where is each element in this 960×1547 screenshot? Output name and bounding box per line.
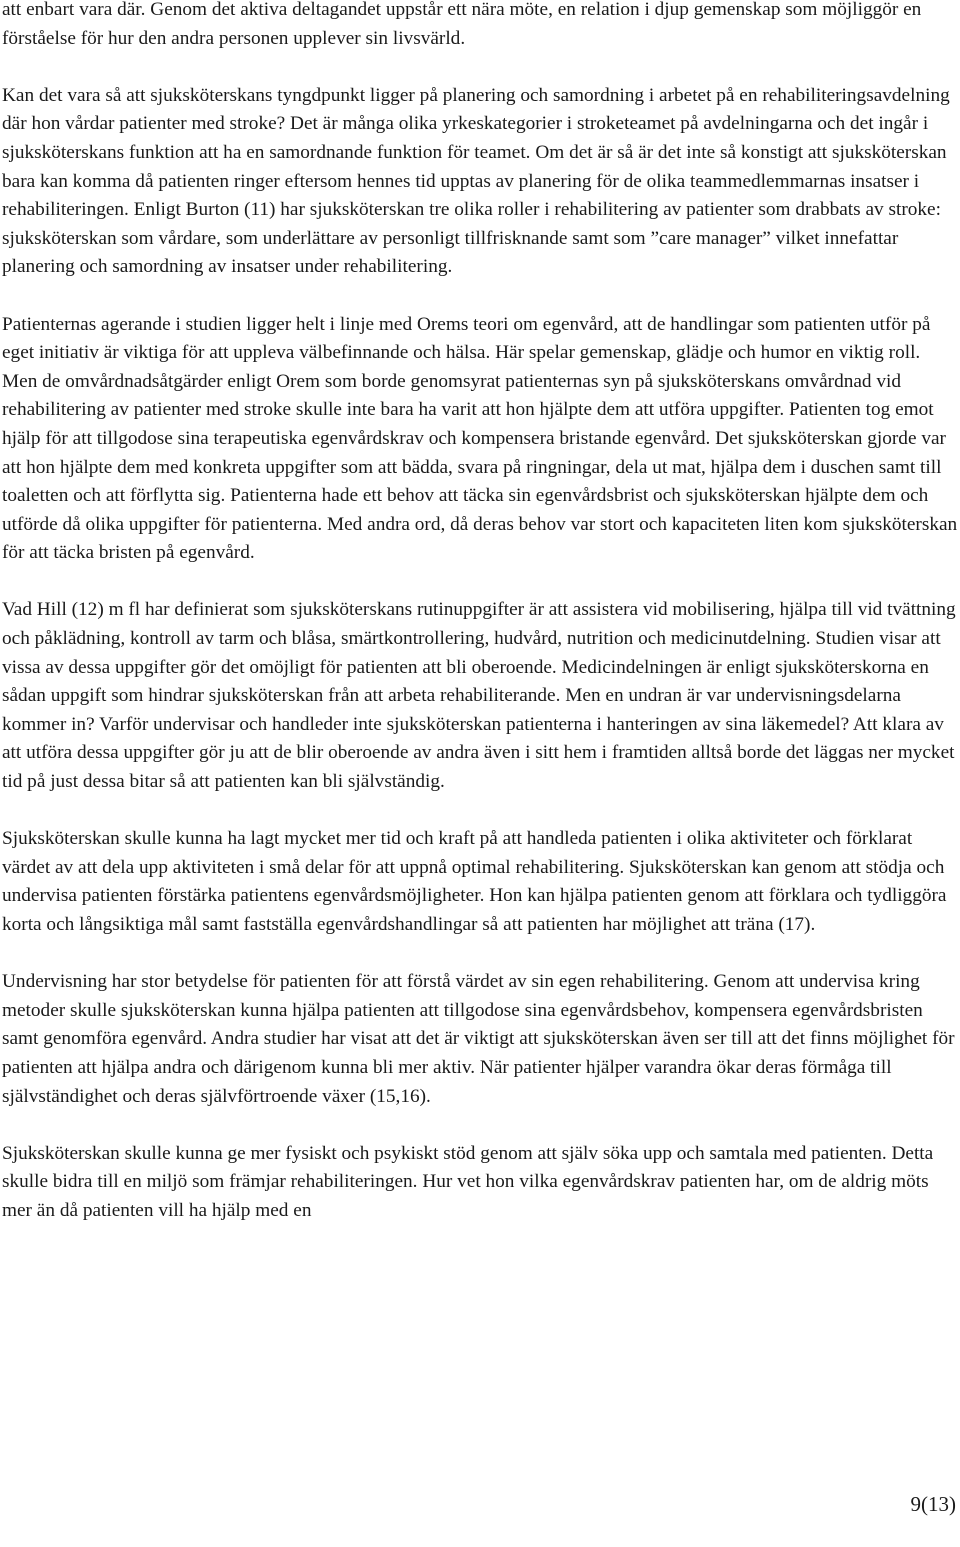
- paragraph: Vad Hill (12) m fl har definierat som sjuksköterskans rutinuppgifter är att assistera vid mobilisering, hjälpa till vid tvättning och påklädning, kontroll av tarm och blåsa, smärtkontrollering, hudvård, nutrition och medicinutdelning. Studien visar att vissa av dessa uppgifter gör det omöjligt för patienten att bli oberoende. Medicindelningen är enligt sjuksköterskorna en sådan uppgift som hindrar sjuksköterskan från att arbeta rehabiliterande. Men en undran är var undervisningsdelarna kommer in? Varför undervisar och handleder inte sjuksköterskan patienterna i hanteringen av sina läkemedel? Att klara av att utföra dessa uppgifter gör ju att de blir oberoende av andra även i sitt hem i framtiden alltså borde det läggas ner mycket tid på just dessa bitar så att patienten kan bli självständig.: [2, 599, 956, 793]
- paragraph: Kan det vara så att sjuksköterskans tyngdpunkt ligger på planering och samordning i arbetet på en rehabiliteringsavdelning där hon vårdar patienter med stroke? Det är många olika yrkeskategorier i stroketeamet på avdelningarna och det ingår i sjuksköterskans funktion att ha en samordnande funktion för teamet. Om det är så är det inte så konstigt att sjuksköterskan bara kan komma då patienten ringer eftersom hennes tid upptas av planering för de olika teammedlemmarnas insatser i rehabiliteringen. Enligt Burton (11) har sjuksköterskan tre olika roller i rehabilitering av patienter som drabbats av stroke: sjuksköterskan som vårdare, som underlättare av personligt tillfrisknande samt som ”care manager” vilket innefattar planering och samordning av insatser under rehabilitering.: [2, 84, 950, 278]
- paragraph: Undervisning har stor betydelse för patienten för att förstå värdet av sin egen rehabilitering. Genom att undervisa kring metoder skulle sjuksköterskan kunna hjälpa patienten att tillgodose sina egenvårdsbehov, kompensera egenvårdsbristen samt genomföra egenvård. Andra studier har visat att det är viktigt att sjuksköterskan även ser till att det finns möjlighet för patienten att hjälpa andra och därigenom kunna bli mer aktiv. När patienter hjälper varandra ökar deras förmåga till självständighet och deras självförtroende växer (15,16).: [2, 971, 955, 1107]
- paragraph: Patienternas agerande i studien ligger helt i linje med Orems teori om egenvård, att de handlingar som patienten utför på eget initiativ är viktiga för att uppleva välbefinnande och hälsa. Här spelar gemenskap, glädje och humor en viktig roll. Men de omvårdnadsåtgärder enligt Orem som borde genomsyrat patienternas syn på sjuksköterskans omvårdnad vid rehabilitering av patienter med stroke skulle inte bara ha varit att hon hjälpte dem att utföra uppgifter. Patienten tog emot hjälp för att tillgodose sina terapeutiska egenvårdskrav och kompensera bristande egenvård. Det sjuksköterskan gjorde var att hon hjälpte dem med konkreta uppgifter som att bädda, svara på ringningar, dela ut mat, hjälpa dem i duschen samt till toaletten och att förflytta sig. Patienterna hade ett behov att täcka sin egenvårdsbrist och sjuksköterskan hjälpte dem och utförde då olika uppgifter för patienterna. Med andra ord, då deras behov var stort och kapaciteten liten kom sjuksköterskan för att täcka bristen på egenvård.: [2, 313, 958, 564]
- body-text: [2, 0, 958, 1254]
- page-number: 9(13): [910, 1492, 956, 1516]
- paragraph: att enbart vara där. Genom det aktiva deltagandet uppstår ett nära möte, en relation i djup gemenskap som möjliggör en förståelse för hur den andra personen upplever sin livsvärld.: [2, 0, 922, 49]
- paragraph: Sjuksköterskan skulle kunna ha lagt mycket mer tid och kraft på att handleda patienten i olika aktiviteter och förklarat värdet av att dela upp aktiviteten i små delar för att uppnå optimal rehabilitering. Sjuksköterskan kan genom att stödja och undervisa patienten förstärka patientens egenvårdsmöjligheter. Hon kan hjälpa patienten genom att förklara och tydliggöra korta och långsiktiga mål samt fastställa egenvårdshandlingar så att patienten har möjlighet att träna (17).: [2, 828, 947, 935]
- paragraph: Sjuksköterskan skulle kunna ge mer fysiskt och psykiskt stöd genom att själv söka upp och samtala med patienten. Detta skulle bidra till en miljö som främjar rehabiliteringen. Hur vet hon vilka egenvårdskrav patienten har, om de aldrig möts mer än då patienten vill ha hjälp med en: [2, 1142, 934, 1221]
